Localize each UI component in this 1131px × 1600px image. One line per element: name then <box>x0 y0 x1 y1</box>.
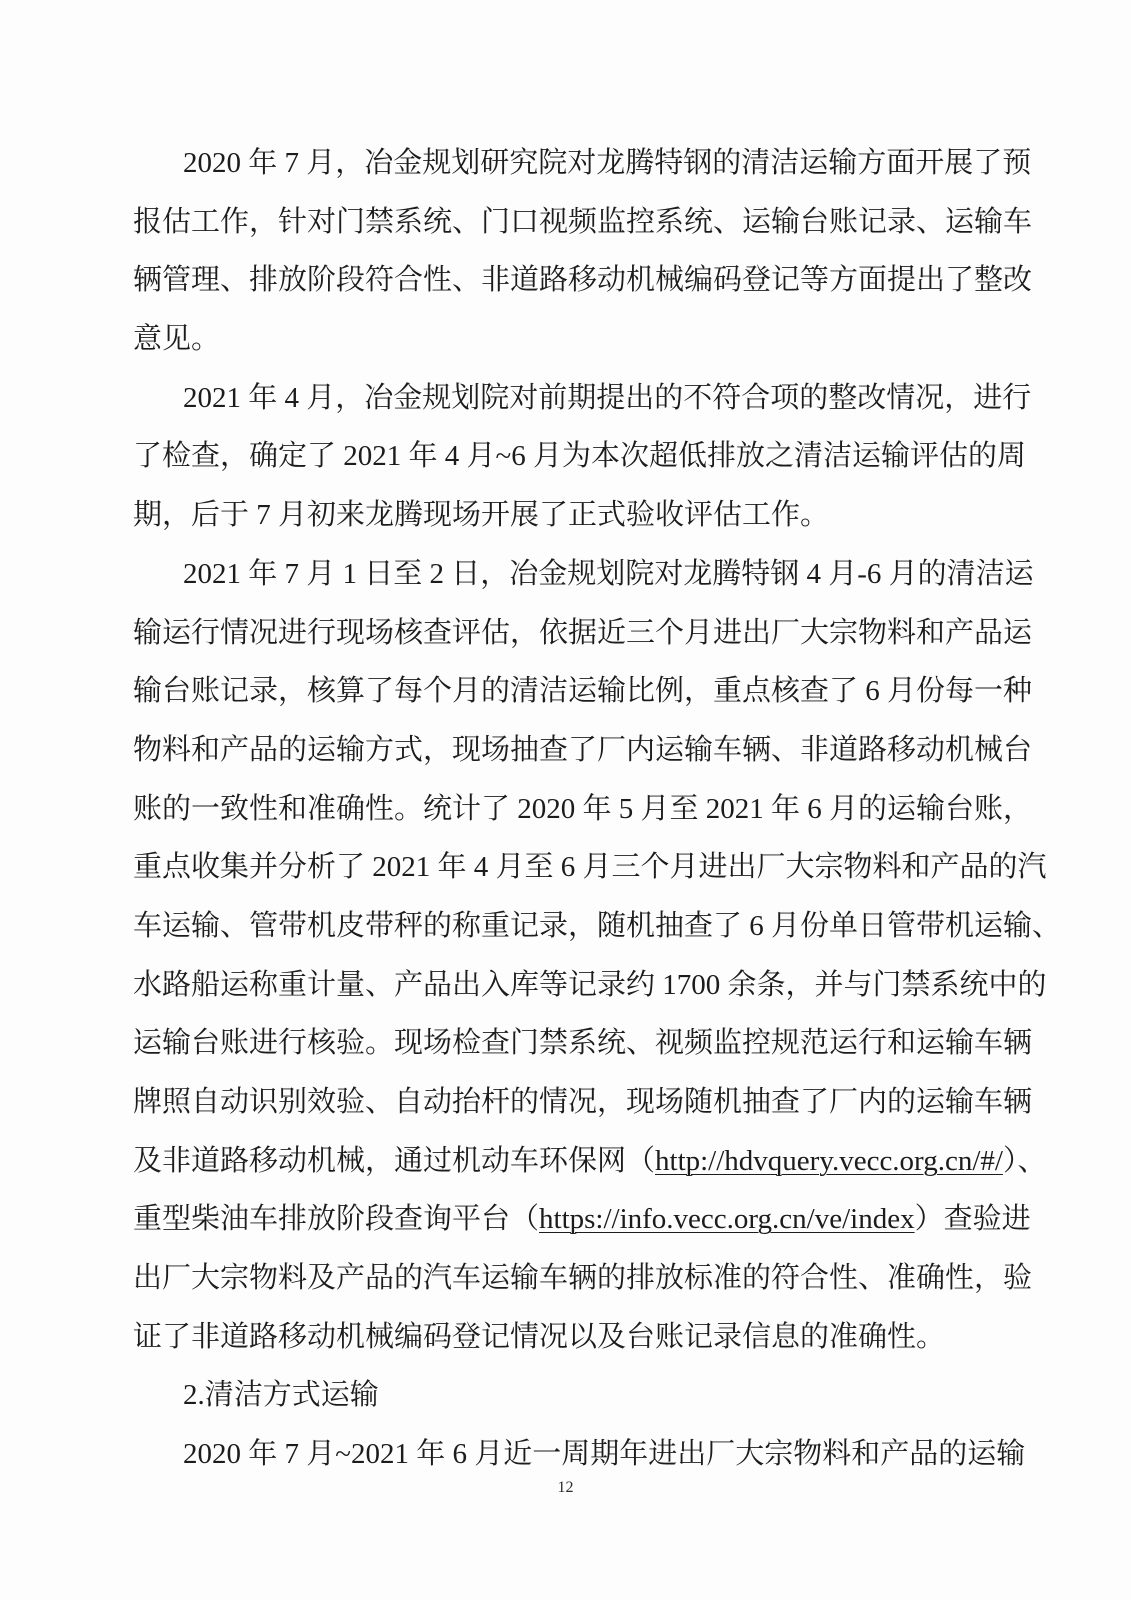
text-segment: ）、 <box>1002 1144 1047 1177</box>
text-line: 报估工作，针对门禁系统、门口视频监控系统、运输台账记录、运输车 <box>133 205 1033 238</box>
paragraph-4 <box>133 1425 1026 1484</box>
text-line: 2021 年 7 月 1 日至 2 日，冶金规划院对龙腾特钢 4 月-6 月的清洁运 <box>183 557 1034 590</box>
page-number: 12 <box>557 1479 574 1496</box>
diesel-emission-query-link[interactable]: https://info.vecc.org.cn/ve/index <box>539 1203 915 1236</box>
text-line: 辆管理、排放阶段符合性、非道路移动机械编码登记等方面提出了整改 <box>133 264 1033 297</box>
text-line: 运输台账进行核验。现场检查门禁系统、视频监控规范运行和运输车辆 <box>133 1027 1033 1060</box>
text-line: 2021 年 4 月，冶金规划院对前期提出的不符合项的整改情况，进行 <box>183 381 1032 414</box>
text-segment: 及非道路移动机械，通过机动车环保网（ <box>133 1144 656 1177</box>
text-line: 牌照自动识别效验、自动抬杆的情况，现场随机抽查了厂内的运输车辆 <box>133 1086 1033 1118</box>
text-line: 物料和产品的运输方式，现场抽查了厂内运输车辆、非道路移动机械台 <box>133 733 1033 766</box>
vehicle-env-network-link[interactable]: http://hdvquery.vecc.org.cn/#/ <box>655 1144 1003 1177</box>
text-line-with-link <box>133 1132 1047 1191</box>
paragraph-1 <box>133 134 1033 369</box>
body-text <box>133 134 1062 1484</box>
text-line: 2020 年 7 月~2021 年 6 月近一周期年进出厂大宗物料和产品的运输 <box>183 1438 1026 1471</box>
text-line: 出厂大宗物料及产品的汽车运输车辆的排放标准的符合性、准确性，验 <box>133 1262 1033 1295</box>
section-heading <box>133 1366 1004 1425</box>
text-line: 证了非道路移动机械编码登记情况以及台账记录信息的准确性。 <box>133 1320 946 1353</box>
text-line: 2020 年 7 月，冶金规划研究院对龙腾特钢的清洁运输方面开展了预 <box>183 147 1032 179</box>
text-line-with-link <box>133 1190 1031 1249</box>
text-line: 重点收集并分析了 2021 年 4 月至 6 月三个月进出厂大宗物料和产品的汽 <box>133 851 1047 884</box>
text-line: 期，后于 7 月初来龙腾现场开展了正式验收评估工作。 <box>133 499 830 532</box>
text-line: 水路船运称重计量、产品出入库等记录约 1700 余条，并与门禁系统中的 <box>133 968 1047 1001</box>
text-line: 了检查，确定了 2021 年 4 月~6 月为本次超低排放之清洁运输评估的周 <box>133 440 1026 473</box>
text-line: 意见。 <box>133 323 221 356</box>
text-line: 输运行情况进行现场核查评估，依据近三个月进出厂大宗物料和产品运 <box>133 616 1033 649</box>
text-segment: 重型柴油车排放阶段查询平台（ <box>133 1203 540 1236</box>
paragraph-2 <box>133 369 1032 545</box>
paragraph-3 <box>133 545 1062 1367</box>
text-line: 车运输、管带机皮带秤的称重记录，随机抽查了 6 月份单日管带机运输、 <box>133 909 1062 942</box>
text-line: 输台账记录，核算了每个月的清洁运输比例，重点核查了 6 月份每一种 <box>133 675 1033 708</box>
text-segment: ）查验进 <box>914 1203 1031 1236</box>
section-heading-text: 2.清洁方式运输 <box>183 1379 379 1412</box>
text-line: 账的一致性和准确性。统计了 2020 年 5 月至 2021 年 6 月的运输台账， <box>133 792 1033 825</box>
